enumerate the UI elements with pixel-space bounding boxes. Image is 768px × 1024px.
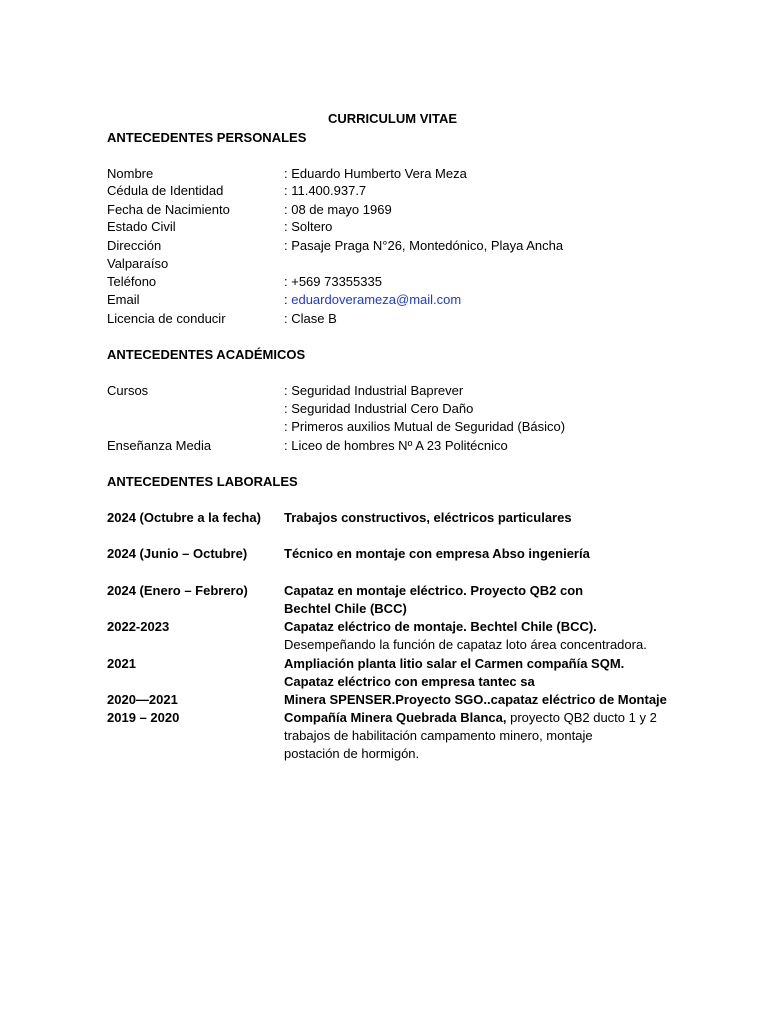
work-description: Capataz eléctrico con empresa tantec sa [284,674,535,689]
work-period: 2024 (Junio – Octubre) [107,546,248,561]
label-licencia: Licencia de conducir [107,311,226,326]
work-description: Técnico en montaje con empresa Abso ingeniería [284,546,590,561]
label-valparaiso: Valparaíso [107,256,169,271]
work-description: postación de hormigón. [284,746,420,761]
section-heading-work: ANTECEDENTES LABORALES [107,474,298,489]
work-company: Compañía Minera Quebrada Blanca, [284,710,507,725]
email-link[interactable]: eduardoverameza@mail.com [291,292,462,307]
work-description: Bechtel Chile (BCC) [284,601,407,616]
work-description: Minera SPENSER.Proyecto SGO..capataz eléctrico de Montaje [284,692,667,707]
work-description: Trabajos constructivos, eléctricos particulares [284,510,572,525]
value-cedula: : 11.400.937.7 [284,183,367,198]
value-estado-civil: : Soltero [284,219,333,234]
label-cursos: Cursos [107,383,149,398]
label-ensenanza-media: Enseñanza Media [107,438,212,453]
work-description: trabajos de habilitación campamento minero, montaje [284,728,593,743]
curso-item: : Seguridad Industrial Cero Daño [284,401,474,416]
document-title: CURRICULUM VITAE [327,111,458,126]
value-ensenanza-media: : Liceo de hombres Nº A 23 Politécnico [284,438,508,453]
work-description [284,709,657,727]
work-description: Capataz en montaje eléctrico. Proyecto QB2 con [284,583,584,598]
work-project: proyecto QB2 ducto 1 y 2 [506,710,657,725]
value-email [284,291,461,309]
work-period: 2019 – 2020 [107,710,180,725]
value-fecha-nacimiento: : 08 de mayo 1969 [284,202,392,217]
value-telefono: : +569 73355335 [284,274,382,289]
work-description: Capataz eléctrico de montaje. Bechtel Chile (BCC). [284,619,597,634]
value-licencia: : Clase B [284,311,337,326]
email-prefix: : [284,292,292,307]
work-period: 2024 (Enero – Febrero) [107,583,248,598]
label-nombre: Nombre [107,166,154,181]
section-heading-personal: ANTECEDENTES PERSONALES [107,130,307,145]
work-description: Ampliación planta litio salar el Carmen compañía SQM. [284,656,625,671]
section-heading-academic: ANTECEDENTES ACADÉMICOS [107,347,306,362]
work-description: Desempeñando la función de capataz loto área concentradora. [284,637,647,652]
work-period: 2024 (Octubre a la fecha) [107,510,261,525]
label-fecha-nacimiento: Fecha de Nacimiento [107,202,230,217]
work-period: 2020—2021 [107,692,178,707]
curso-item: : Primeros auxilios Mutual de Seguridad (Básico) [284,419,566,434]
label-cedula: Cédula de Identidad [107,183,224,198]
curso-item: : Seguridad Industrial Baprever [284,383,464,398]
label-direccion: Dirección [107,238,162,253]
label-email: Email [107,292,140,307]
label-telefono: Teléfono [107,274,157,289]
work-period: 2022-2023 [107,619,170,634]
value-direccion: : Pasaje Praga N°26, Montedónico, Playa Ancha [284,238,564,253]
label-estado-civil: Estado Civil [107,219,176,234]
value-nombre: : Eduardo Humberto Vera Meza [284,166,467,181]
work-period: 2021 [107,656,136,671]
